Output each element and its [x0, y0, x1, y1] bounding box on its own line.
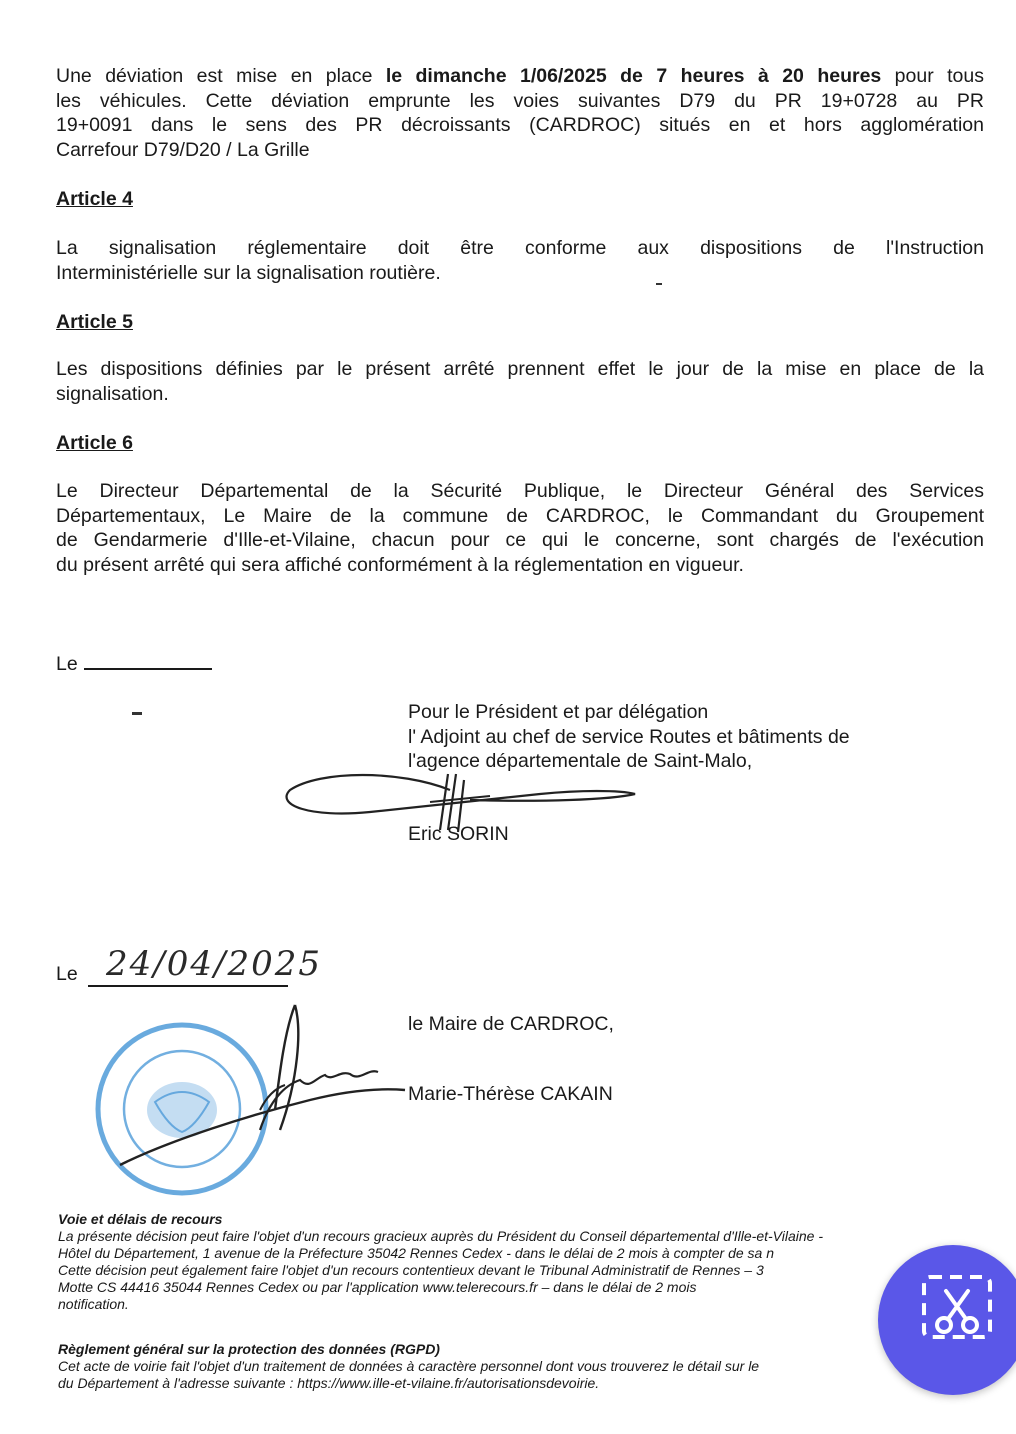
recours-heading: Voie et délais de recours	[58, 1211, 223, 1227]
cakain-name: Marie-Thérèse CAKAIN	[408, 1083, 613, 1105]
scan-dash	[132, 712, 142, 715]
rgpd-line-2: du Département à l'adresse suivante : https://www.ille-et-vilaine.fr/autorisationsdevoirie.	[58, 1375, 600, 1391]
deviation-paragraph	[56, 64, 984, 162]
scan-speck	[656, 283, 662, 285]
article-6-title: Article 6	[56, 432, 133, 454]
deviation-line-4: Carrefour D79/D20 / La Grille	[56, 138, 310, 161]
date-line-2: Le	[56, 963, 78, 985]
screenshot-scissors-icon	[920, 1273, 994, 1347]
deviation-line-1: Une déviation est mise en place le dimanche 1/06/2025 de 7 heures à 20 heures pour tous	[56, 65, 984, 87]
article-5-line-1: Les dispositions définies par le présent arrêté prennent effet le jour de la mise en place de la	[56, 358, 984, 380]
date-underline-2	[88, 985, 288, 987]
delegation-line-1: Pour le Président et par délégation	[408, 701, 709, 723]
deviation-date-bold: le dimanche 1/06/2025 de 7 heures à 20 heures	[385, 65, 882, 87]
rgpd-line-1: Cet acte de voirie fait l'objet d'un traitement de données à caractère personnel dont vous trouverez le détail sur le	[58, 1358, 760, 1374]
handwritten-date: 24/04/2025	[106, 944, 322, 984]
signature-cakain-icon	[110, 990, 410, 1175]
article-5-line-2: signalisation.	[56, 382, 169, 405]
article-6-line-4: du présent arrêté qui sera affiché conformément à la réglementation en vigueur.	[56, 553, 744, 576]
recours-line-2: Hôtel du Département, 1 avenue de la Préfecture 35042 Rennes Cedex - dans le délai de 2 mois à compter de sa n	[58, 1245, 774, 1261]
article-6-text	[56, 479, 984, 577]
maire-title: le Maire de CARDROC,	[408, 1013, 614, 1035]
recours-line-4: Motte CS 44416 35044 Rennes Cedex ou par l'application www.telerecours.fr – dans le délai de 2 mois	[58, 1279, 697, 1295]
delegation-line-2: l' Adjoint au chef de service Routes et bâtiments de	[408, 725, 850, 748]
date-line-1: Le	[56, 652, 212, 677]
recours-line-1: La présente décision peut faire l'objet d'un recours gracieux auprès du Président du Conseil départemental d'Ille-et-Vilaine -	[58, 1228, 823, 1244]
rgpd-heading: Règlement général sur la protection des données (RGPD)	[58, 1341, 440, 1357]
article-4-line-2: Interministérielle sur la signalisation routière.	[56, 261, 441, 284]
article-6-line-3: de Gendarmerie d'Ille-et-Vilaine, chacun pour ce qui le concerne, sont chargés de l'exécution	[56, 529, 984, 551]
article-4-text	[56, 236, 984, 285]
article-6-line-1: Le Directeur Départemental de la Sécurité Publique, le Directeur Général des Services	[56, 480, 984, 502]
article-4-line-1: La signalisation réglementaire doit être conforme aux dispositions de l'Instruction	[56, 237, 984, 259]
rgpd-section	[58, 1341, 988, 1392]
delegation-line-3: l'agence départementale de Saint-Malo,	[408, 750, 753, 772]
article-6-line-2: Départementaux, Le Maire de la commune de CARDROC, le Commandant du Groupement	[56, 504, 984, 527]
deviation-line-3: 19+0091 dans le sens des PR décroissants (CARDROC) situés en et hors agglomération	[56, 114, 984, 136]
date-blank-1	[84, 654, 212, 670]
recours-line-5: notification.	[58, 1296, 129, 1312]
article-5-title: Article 5	[56, 311, 133, 333]
sorin-name: Eric SORIN	[408, 823, 509, 845]
screenshot-fab-button[interactable]	[878, 1245, 1016, 1395]
recours-section	[58, 1211, 988, 1313]
article-4-title: Article 4	[56, 188, 133, 210]
article-5-text	[56, 357, 984, 406]
recours-line-3: Cette décision peut également faire l'objet d'un recours contentieux devant le Tribunal Administratif de Rennes – 3	[58, 1262, 764, 1278]
deviation-line-2: les véhicules. Cette déviation emprunte les voies suivantes D79 du PR 19+0728 au PR	[56, 89, 984, 112]
